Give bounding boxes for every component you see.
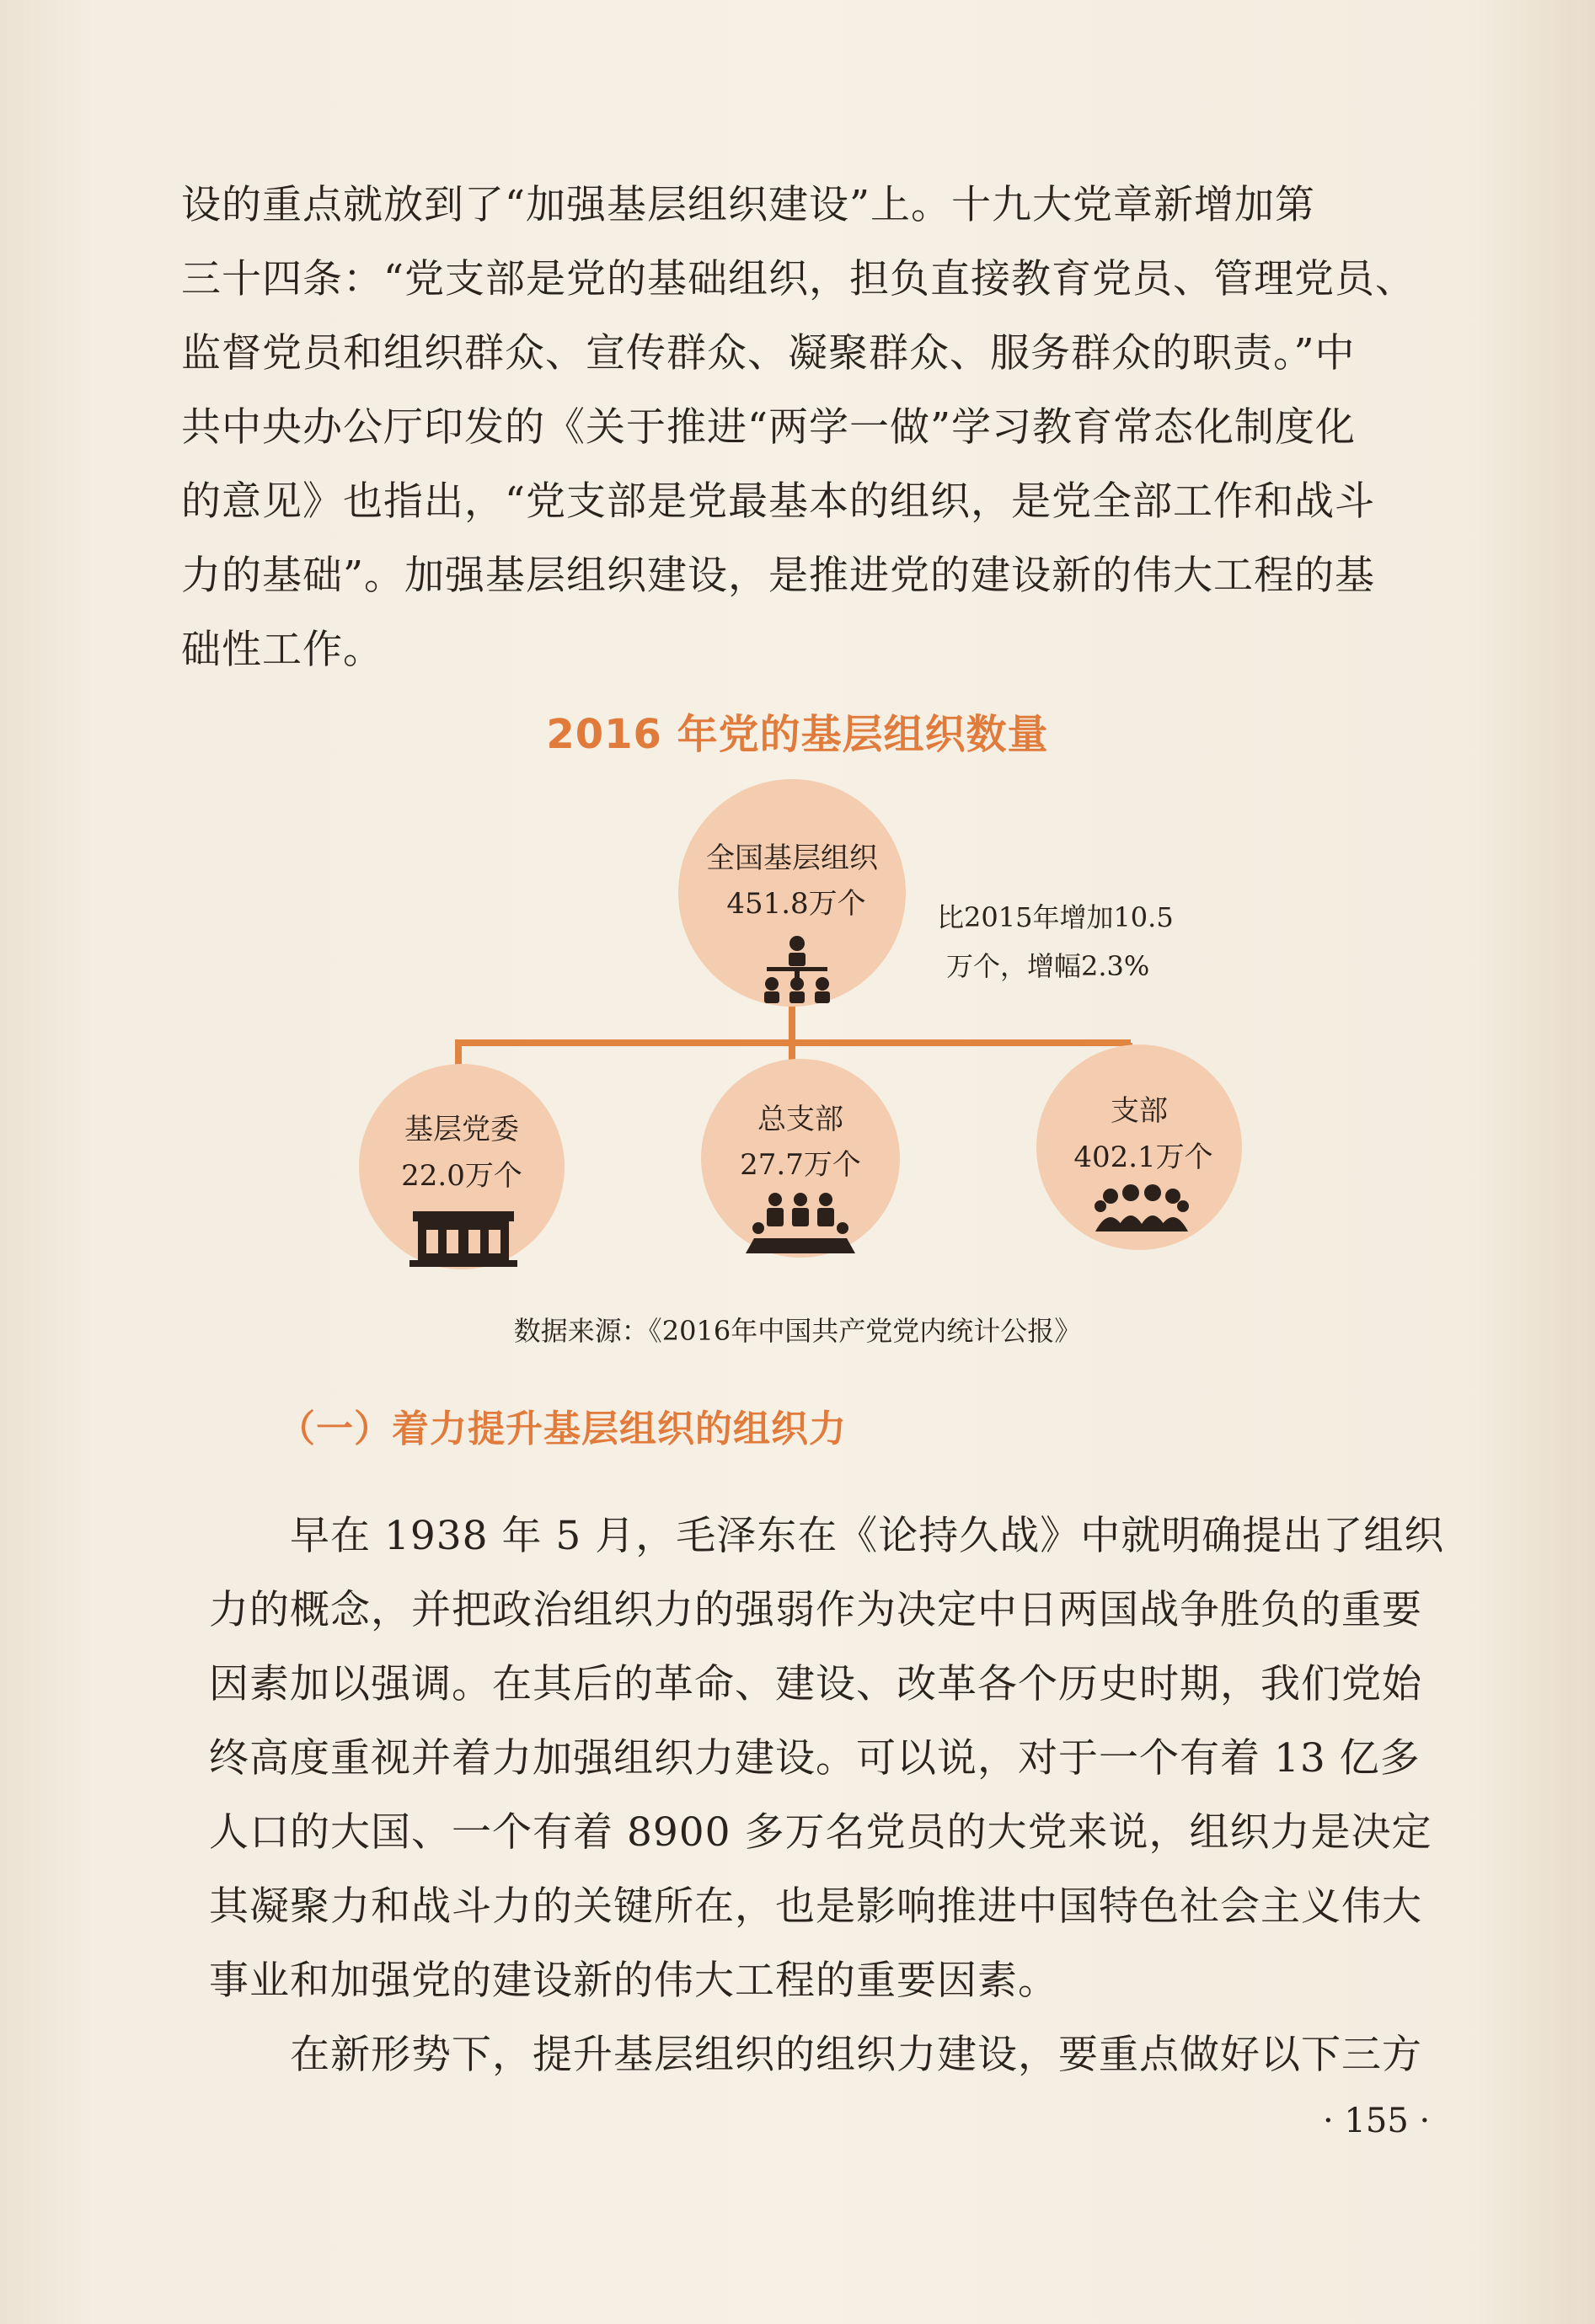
- node-total: [678, 779, 906, 1007]
- node-label: 全国基层组织: [706, 841, 878, 875]
- building-icon: [409, 1211, 517, 1267]
- node-value: 22.0万个: [401, 1159, 522, 1193]
- growth-note-line: 比2015年增加10.5: [937, 901, 1174, 933]
- node-grassroots-committee: [359, 1064, 565, 1269]
- data-source: 数据来源：《2016年中国共产党党内统计公报》: [513, 1315, 1082, 1347]
- text-line: 三十四条：“党支部是党的基础组织，担负直接教育党员、管理党员、: [181, 256, 1416, 302]
- text-line: 力的概念，并把政治组织力的强弱作为决定中日两国战争胜负的重要: [209, 1587, 1422, 1633]
- chart-title: 2016 年党的基层组织数量: [546, 711, 1049, 758]
- text-line: 人口的大国、一个有着 8900 多万名党员的大党来说，组织力是决定: [209, 1809, 1432, 1856]
- text-line: 监督党员和组织群众、宣传群众、凝聚群众、服务群众的职责。”中: [181, 330, 1356, 377]
- growth-note-line: 万个，增幅2.3%: [946, 950, 1150, 982]
- node-label: 总支部: [757, 1103, 843, 1136]
- text-line: 因素加以强调。在其后的革命、建设、改革各个历史时期，我们党始: [209, 1661, 1422, 1707]
- node-general-branch: [701, 1059, 900, 1258]
- text-line: 共中央办公厅印发的《关于推进“两学一做”学习教育常态化制度化: [181, 404, 1357, 451]
- text-line: 在新形势下，提升基层组织的组织力建设，要重点做好以下三方: [290, 2032, 1422, 2078]
- text-line: 其凝聚力和战斗力的关键所在，也是影响推进中国特色社会主义伟大: [209, 1883, 1422, 1930]
- node-label: 基层党委: [404, 1113, 519, 1146]
- node-branch: [1036, 1044, 1242, 1250]
- text-line: 设的重点就放到了“加强基层组织建设”上。十九大党章新增加第: [181, 182, 1316, 228]
- growth-note: [937, 901, 1174, 982]
- text-line: 终高度重视并着力加强组织力建设。可以说，对于一个有着 13 亿多: [209, 1735, 1421, 1782]
- section-heading: （一）着力提升基层组织的组织力: [278, 1408, 847, 1450]
- text-line: 的意见》也指出，“党支部是党最基本的组织，是党全部工作和战斗: [181, 478, 1376, 525]
- node-value: 27.7万个: [740, 1148, 861, 1182]
- text-line: 事业和加强党的建设新的伟大工程的重要因素。: [209, 1958, 1058, 2004]
- page-number: · 155 ·: [1323, 2102, 1431, 2140]
- paragraph-organization: [209, 1499, 1456, 2092]
- text-line: 础性工作。: [181, 627, 383, 673]
- node-value: 402.1万个: [1073, 1141, 1213, 1174]
- text-line: 早在 1938 年 5 月，毛泽东在《论持久战》中就明确提出了组织: [290, 1513, 1445, 1559]
- node-label: 支部: [1111, 1094, 1168, 1128]
- node-value: 451.8万个: [726, 887, 866, 921]
- text-line: 力的基础”。加强基层组织建设，是推进党的建设新的伟大工程的基: [181, 553, 1376, 599]
